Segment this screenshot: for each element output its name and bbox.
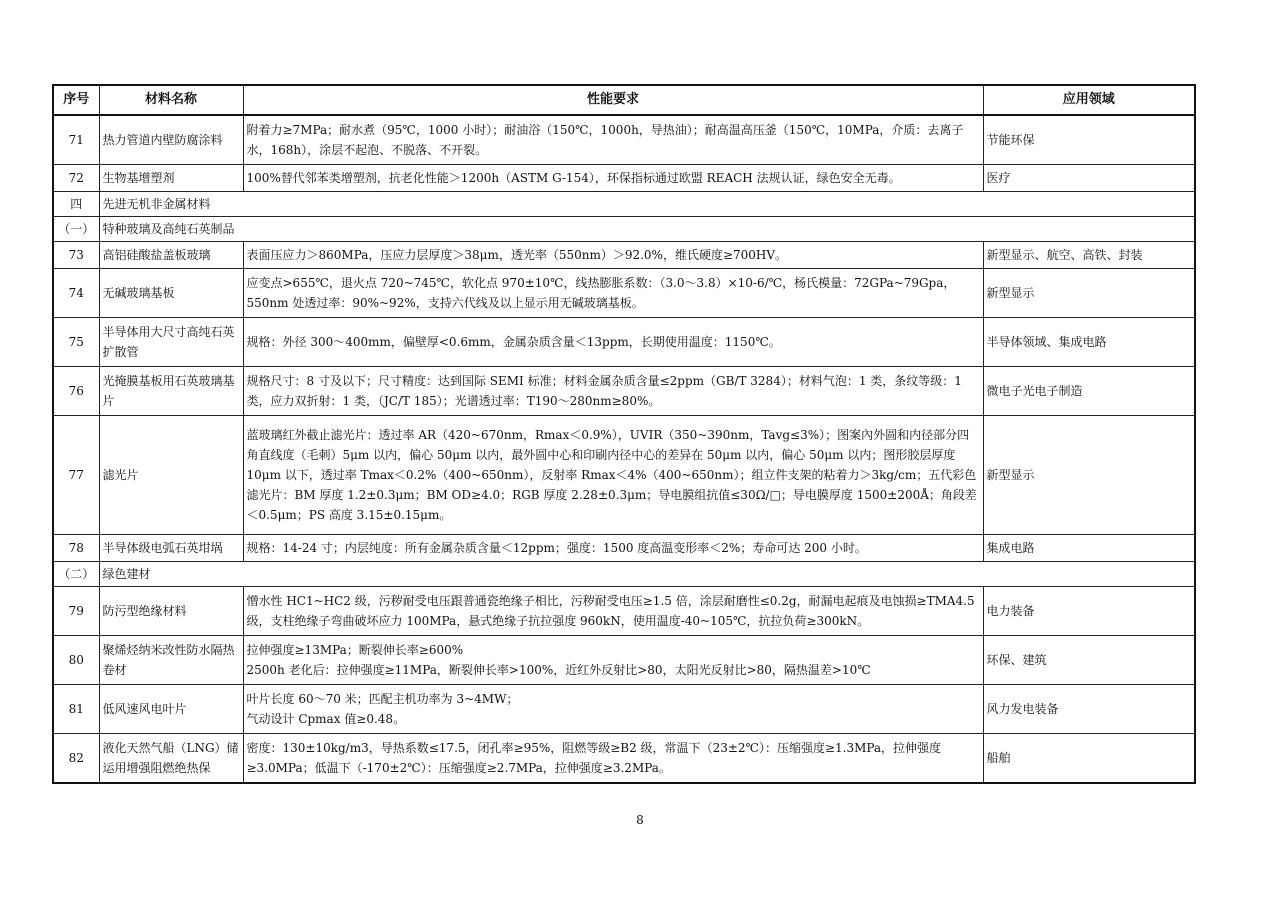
materials-table bbox=[52, 84, 1196, 784]
requirement-line: 2500h 老化后：拉伸强度≥11MPa，断裂伸长率>100%，近红外反射比>80，太阳光反射比>80，隔热温差>10℃ bbox=[246, 663, 871, 677]
row-number: 72 bbox=[53, 165, 99, 192]
material-name: 半导体级电弧石英坩埚 bbox=[99, 535, 243, 562]
application-field: 节能环保 bbox=[983, 115, 1195, 165]
application-field: 医疗 bbox=[983, 165, 1195, 192]
performance-requirement bbox=[243, 636, 983, 685]
section-title: 绿色建材 bbox=[99, 562, 1195, 587]
table-row bbox=[53, 535, 1195, 562]
requirement-line: 气动设计 Cpmax 值≥0.48。 bbox=[246, 712, 406, 726]
performance-requirement: 憎水性 HC1~HC2 级，污秽耐受电压跟普通瓷绝缘子相比，污秽耐受电压≥1.5 倍，涂层耐磨性≤0.2g，耐漏电起痕及电蚀损≥TMA4.5 级，支柱绝缘子弯曲破坏应力 100MPa，悬式绝缘子抗拉强度 960kN，使用温度-40~105℃，抗拉负荷≥300kN。 bbox=[243, 587, 983, 636]
row-number: 74 bbox=[53, 269, 99, 318]
material-name: 无碱玻璃基板 bbox=[99, 269, 243, 318]
row-number: 81 bbox=[53, 685, 99, 734]
table-row bbox=[53, 367, 1195, 416]
row-number: 78 bbox=[53, 535, 99, 562]
performance-requirement bbox=[243, 685, 983, 734]
application-field: 船舶 bbox=[983, 734, 1195, 784]
header-performance: 性能要求 bbox=[243, 85, 983, 115]
row-number: 80 bbox=[53, 636, 99, 685]
table-row bbox=[53, 165, 1195, 192]
section-number: 四 bbox=[53, 192, 99, 217]
application-field: 新型显示、航空、高铁、封装 bbox=[983, 242, 1195, 269]
requirement-line: 拉伸强度≥13MPa；断裂伸长率≥600% bbox=[246, 643, 464, 657]
material-name: 热力管道内壁防腐涂料 bbox=[99, 115, 243, 165]
material-name: 高铝硅酸盐盖板玻璃 bbox=[99, 242, 243, 269]
header-material-name: 材料名称 bbox=[99, 85, 243, 115]
performance-requirement: 规格：14-24 寸；内层纯度：所有金属杂质含量＜12ppm；强度：1500 度高温变形率＜2%；寿命可达 200 小时。 bbox=[243, 535, 983, 562]
performance-requirement: 密度：130±10kg/m3，导热系数≤17.5，闭孔率≥95%，阻燃等级≥B2 级，常温下（23±2℃）：压缩强度≥1.3MPa，拉伸强度≥3.0MPa；低温下（-170±2℃）：压缩强度≥2.7MPa，拉伸强度≥3.2MPa。 bbox=[243, 734, 983, 784]
application-field: 环保、建筑 bbox=[983, 636, 1195, 685]
row-number: 77 bbox=[53, 416, 99, 535]
performance-requirement: 附着力≥7MPa；耐水煮（95℃，1000 小时）；耐油浴（150℃，1000h，导热油）；耐高温高压釜（150℃，10MPa，介质：去离子水，168h），涂层不起泡、不脱落、不开裂。 bbox=[243, 115, 983, 165]
material-name: 液化天然气船（LNG）储运用增强阻燃绝热保 bbox=[99, 734, 243, 784]
material-name: 半导体用大尺寸高纯石英扩散管 bbox=[99, 318, 243, 367]
row-number: 71 bbox=[53, 115, 99, 165]
section-title: 特种玻璃及高纯石英制品 bbox=[99, 217, 1195, 242]
performance-requirement: 规格尺寸：8 寸及以下；尺寸精度：达到国际 SEMI 标准；材料金属杂质含量≤2ppm（GB/T 3284）；材料气泡：1 类，条纹等级：1 类，应力双折射：1 类，（JC/T 185）；光谱透过率：T190～280nm≥80%。 bbox=[243, 367, 983, 416]
performance-requirement: 规格：外径 300～400mm，偏壁厚<0.6mm，金属杂质含量＜13ppm，长期使用温度：1150℃。 bbox=[243, 318, 983, 367]
table-row bbox=[53, 416, 1195, 535]
section-number: （一） bbox=[53, 217, 99, 242]
application-field: 微电子光电子制造 bbox=[983, 367, 1195, 416]
performance-requirement: 表面压应力＞860MPa，压应力层厚度＞38μm，透光率（550nm）＞92.0%，维氏硬度≥700HV。 bbox=[243, 242, 983, 269]
row-number: 79 bbox=[53, 587, 99, 636]
table-row bbox=[53, 734, 1195, 784]
section-title: 先进无机非金属材料 bbox=[99, 192, 1195, 217]
material-name: 光掩膜基板用石英玻璃基片 bbox=[99, 367, 243, 416]
table-row bbox=[53, 685, 1195, 734]
requirement-line: 叶片长度 60～70 米；匹配主机功率为 3~4MW； bbox=[246, 692, 519, 706]
page-number: 8 bbox=[636, 813, 644, 827]
material-name: 滤光片 bbox=[99, 416, 243, 535]
material-name: 生物基增塑剂 bbox=[99, 165, 243, 192]
table-row bbox=[53, 269, 1195, 318]
table-row bbox=[53, 318, 1195, 367]
application-field: 集成电路 bbox=[983, 535, 1195, 562]
performance-requirement: 应变点>655℃，退火点 720~745℃，软化点 970±10℃，线热膨胀系数：（3.0～3.8）×10-6/℃，杨氏模量：72GPa~79Gpa，550nm 处透过率：90%~92%，支持六代线及以上显示用无碱玻璃基板。 bbox=[243, 269, 983, 318]
material-name: 防污型绝缘材料 bbox=[99, 587, 243, 636]
application-field: 风力发电装备 bbox=[983, 685, 1195, 734]
section-row bbox=[53, 217, 1195, 242]
row-number: 82 bbox=[53, 734, 99, 784]
header-row bbox=[53, 85, 1195, 115]
application-field: 新型显示 bbox=[983, 269, 1195, 318]
table-row bbox=[53, 636, 1195, 685]
table-row bbox=[53, 242, 1195, 269]
row-number: 73 bbox=[53, 242, 99, 269]
table-row bbox=[53, 115, 1195, 165]
section-row bbox=[53, 192, 1195, 217]
material-name: 聚烯烃纳米改性防水隔热卷材 bbox=[99, 636, 243, 685]
header-number: 序号 bbox=[53, 85, 99, 115]
table-row bbox=[53, 587, 1195, 636]
header-application: 应用领域 bbox=[983, 85, 1195, 115]
section-number: （二） bbox=[53, 562, 99, 587]
row-number: 76 bbox=[53, 367, 99, 416]
application-field: 半导体领域、集成电路 bbox=[983, 318, 1195, 367]
performance-requirement: 100%替代邻苯类增塑剂，抗老化性能＞1200h（ASTM G-154），环保指标通过欧盟 REACH 法规认证，绿色安全无毒。 bbox=[243, 165, 983, 192]
application-field: 电力装备 bbox=[983, 587, 1195, 636]
material-name: 低风速风电叶片 bbox=[99, 685, 243, 734]
row-number: 75 bbox=[53, 318, 99, 367]
performance-requirement: 蓝玻璃红外截止滤光片：透过率 AR（420~670nm，Rmax＜0.9%），UVIR（350~390nm，Tavg≤3%）；图案內外圆和内径部分四角直线度（毛刺）5μm 以内，偏心 50μm 以内，最外圆中心和印刷内径中心的差异在 50μm 以内，偏心 50μm 以内；图形胶层厚度 10μm 以下，透过率 Tmax＜0.2%（400~650nm），反射率 Rmax＜4%（400~650nm）；组立件支架的粘着力＞3kg/cm；五代彩色滤光片：BM 厚度 1.2±0.3μm；BM OD≥4.0；RGB 厚度 2.28±0.3μm；导电膜组抗值≤30Ω/□；导电膜厚度 1500±200Å；角段差＜0.5μm；PS 高度 3.15±0.15μm。 bbox=[243, 416, 983, 535]
application-field: 新型显示 bbox=[983, 416, 1195, 535]
section-row bbox=[53, 562, 1195, 587]
